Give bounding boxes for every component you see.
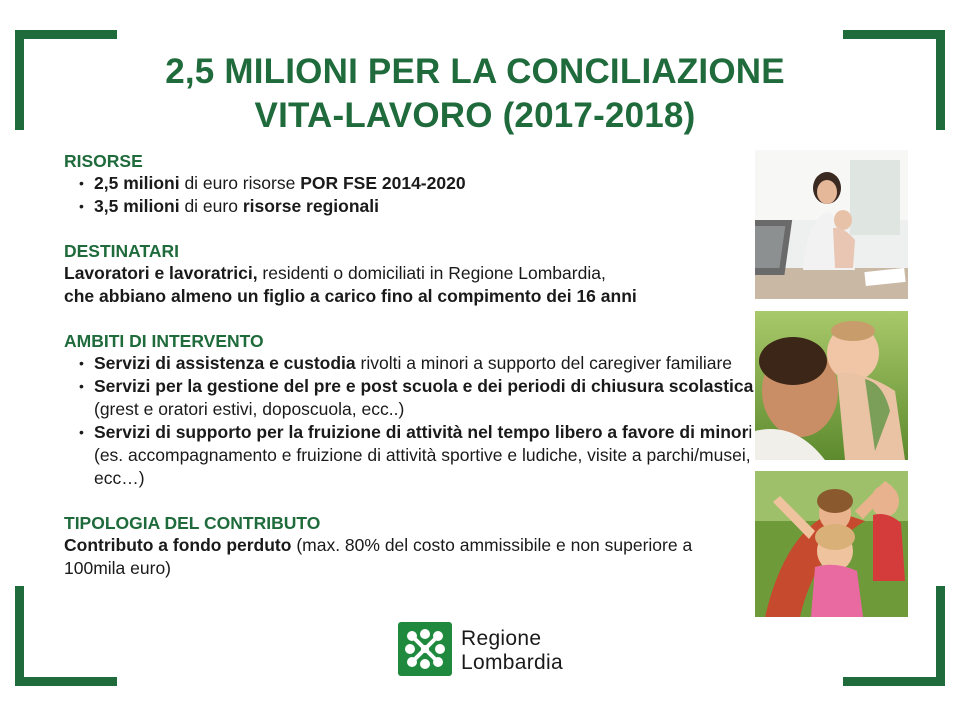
section-ambiti	[64, 330, 754, 490]
section-risorse	[64, 150, 754, 218]
risorse-list	[64, 172, 754, 218]
list-item: • Servizi di supporto per la fruizione di attività nel tempo libero a favore di minori (es. accompagnamento e fruizione di attività sportive e ludiche, visite a parchi/musei, ecc…)	[64, 421, 754, 490]
page-title	[60, 50, 890, 138]
logo-line-1: Regione	[461, 627, 542, 650]
section-heading: TIPOLOGIA DEL CONTRIBUTO	[64, 513, 321, 533]
section-heading: AMBITI DI INTERVENTO	[64, 331, 264, 351]
logo-line-2: Lombardia	[461, 651, 563, 674]
logo-text	[461, 627, 563, 675]
section-tipologia	[64, 512, 754, 580]
rosa-camuna-icon	[398, 622, 452, 676]
main-content	[64, 150, 754, 602]
children-playing-on-slide-photo	[755, 471, 908, 617]
section-body: Contributo a fondo perduto (max. 80% del costo ammissibile e non superiore a 100mila euro)	[64, 535, 693, 578]
title-line-1: 2,5 MILIONI PER LA CONCILIAZIONE	[165, 52, 785, 91]
list-item: • Servizi di assistenza e custodia rivolti a minori a supporto del caregiver familiare	[64, 352, 754, 375]
list-item: • 3,5 milioni di euro risorse regionali	[64, 195, 754, 218]
section-destinatari	[64, 240, 754, 308]
list-item: • Servizi per la gestione del pre e post scuola e dei periodi di chiusura scolastica (grest e oratori estivi, doposcuola, ecc..)	[64, 375, 754, 421]
section-heading: RISORSE	[64, 151, 143, 171]
mother-working-with-baby-photo	[755, 150, 908, 299]
ambiti-list	[64, 352, 754, 490]
list-item: • 2,5 milioni di euro risorse POR FSE 2014-2020	[64, 172, 754, 195]
section-heading: DESTINATARI	[64, 241, 180, 261]
father-kissing-baby-photo	[755, 311, 908, 460]
section-body: Lavoratori e lavoratrici, residenti o domiciliati in Regione Lombardia, che abbiano almeno un figlio a carico fino al compimento dei 16 anni	[64, 263, 637, 306]
title-line-2: VITA-LAVORO (2017-2018)	[254, 96, 696, 135]
